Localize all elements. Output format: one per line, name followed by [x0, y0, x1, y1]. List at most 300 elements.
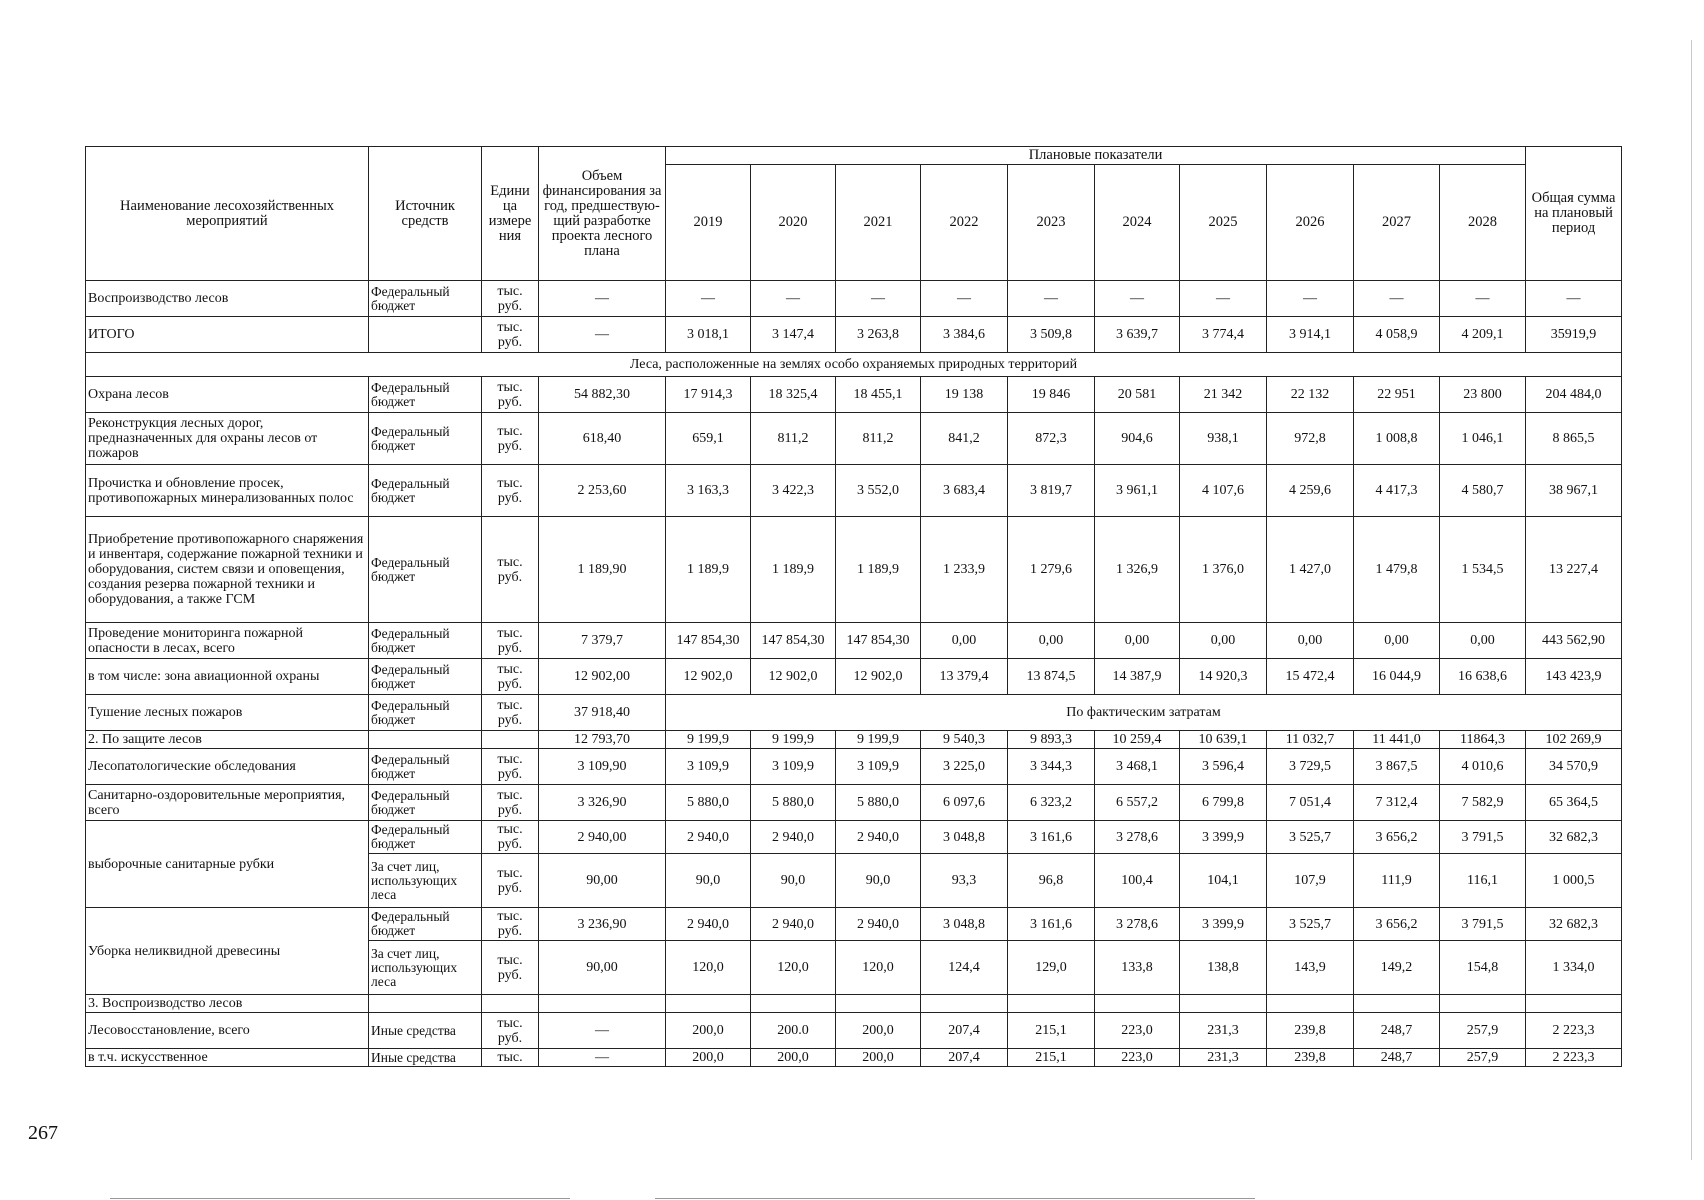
year-value-cell: 13 379,4	[921, 659, 1008, 695]
row-total-cell: 1 000,5	[1526, 854, 1622, 908]
year-value-cell: 147 854,30	[836, 623, 921, 659]
year-value-cell: 20 581	[1095, 377, 1180, 413]
row-name-cell: Санитарно-оздоровительные мероприятия, всего	[86, 785, 369, 821]
header-year: 2021	[836, 165, 921, 281]
row-source-cell: Федеральный бюджет	[369, 785, 482, 821]
year-value-cell: 257,9	[1440, 1013, 1526, 1049]
year-value-cell: 1 189,9	[751, 517, 836, 623]
year-value-cell: 3 384,6	[921, 317, 1008, 353]
year-value-cell: 14 920,3	[1180, 659, 1267, 695]
year-value-cell: 3 048,8	[921, 908, 1008, 941]
table-row	[86, 1049, 1622, 1067]
year-value-cell: 147 854,30	[666, 623, 751, 659]
table-row	[86, 623, 1622, 659]
year-value-cell: 3 819,7	[1008, 465, 1095, 517]
row-source-cell	[369, 317, 482, 353]
empty-cell	[921, 995, 1008, 1013]
table-row	[86, 749, 1622, 785]
year-value-cell: 1 233,9	[921, 517, 1008, 623]
row-unit-cell: тыс. руб.	[482, 749, 539, 785]
year-value-cell: 129,0	[1008, 941, 1095, 995]
row-name-cell: 3. Воспроизводство лесов	[86, 995, 369, 1013]
year-value-cell: 120,0	[666, 941, 751, 995]
section-title: Леса, расположенные на землях особо охраняемых природных территорий	[86, 353, 1622, 377]
row-unit-cell: тыс. руб.	[482, 413, 539, 465]
year-value-cell: 3 867,5	[1354, 749, 1440, 785]
bottom-rule	[655, 1198, 1255, 1199]
table-row	[86, 731, 1622, 749]
year-value-cell: 9 199,9	[666, 731, 751, 749]
row-volume-cell: 2 253,60	[539, 465, 666, 517]
year-value-cell: 239,8	[1267, 1049, 1354, 1067]
year-value-cell: 107,9	[1267, 854, 1354, 908]
row-total-cell: 32 682,3	[1526, 908, 1622, 941]
empty-cell	[539, 995, 666, 1013]
year-value-cell: 1 534,5	[1440, 517, 1526, 623]
row-unit-cell: тыс. руб.	[482, 465, 539, 517]
row-unit-cell: тыс. руб.	[482, 695, 539, 731]
year-value-cell: 3 639,7	[1095, 317, 1180, 353]
year-value-cell: 143,9	[1267, 941, 1354, 995]
row-unit-cell: тыс. руб.	[482, 908, 539, 941]
year-value-cell: 3 344,3	[1008, 749, 1095, 785]
header-year: 2020	[751, 165, 836, 281]
year-value-cell: 10 259,4	[1095, 731, 1180, 749]
table-row	[86, 465, 1622, 517]
row-total-cell: 65 364,5	[1526, 785, 1622, 821]
table-row	[86, 659, 1622, 695]
empty-cell	[1267, 995, 1354, 1013]
year-value-cell: 0,00	[1008, 623, 1095, 659]
row-volume-cell: 3 109,90	[539, 749, 666, 785]
year-value-cell: 200,0	[836, 1049, 921, 1067]
row-name-cell: Лесовосстановление, всего	[86, 1013, 369, 1049]
year-value-cell: 3 278,6	[1095, 821, 1180, 854]
row-volume-cell: 3 236,90	[539, 908, 666, 941]
row-volume-cell: 12 793,70	[539, 731, 666, 749]
year-value-cell: 248,7	[1354, 1049, 1440, 1067]
year-value-cell: 200,0	[666, 1013, 751, 1049]
row-name-cell: выборочные санитарные рубки	[86, 821, 369, 908]
year-value-cell: 239,8	[1267, 1013, 1354, 1049]
row-unit-cell: тыс. руб.	[482, 785, 539, 821]
year-value-cell: 3 018,1	[666, 317, 751, 353]
row-total-cell: 34 570,9	[1526, 749, 1622, 785]
row-source-cell: За счет лиц, использующих леса	[369, 854, 482, 908]
year-value-cell: 6 323,2	[1008, 785, 1095, 821]
empty-cell	[369, 731, 482, 749]
financing-table-sheet	[85, 146, 1616, 1067]
year-value-cell: 120,0	[836, 941, 921, 995]
year-value-cell: 1 479,8	[1354, 517, 1440, 623]
year-value-cell: 1 279,6	[1008, 517, 1095, 623]
year-value-cell: 93,3	[921, 854, 1008, 908]
empty-cell	[1095, 995, 1180, 1013]
year-value-cell: 3 163,3	[666, 465, 751, 517]
year-value-cell: 19 846	[1008, 377, 1095, 413]
row-volume-cell: —	[539, 1013, 666, 1049]
row-unit-cell: тыс. руб.	[482, 281, 539, 317]
year-value-cell: 90,0	[751, 854, 836, 908]
empty-cell	[666, 995, 751, 1013]
year-value-cell: 11864,3	[1440, 731, 1526, 749]
table-row	[86, 908, 1622, 941]
year-value-cell: 2 940,0	[836, 908, 921, 941]
year-value-cell: 5 880,0	[836, 785, 921, 821]
financing-table	[85, 146, 1622, 1067]
header-year: 2027	[1354, 165, 1440, 281]
row-total-cell: 2 223,3	[1526, 1049, 1622, 1067]
year-value-cell: 22 132	[1267, 377, 1354, 413]
year-value-cell: 18 455,1	[836, 377, 921, 413]
year-value-cell: 4 580,7	[1440, 465, 1526, 517]
year-value-cell: 811,2	[751, 413, 836, 465]
row-unit-cell: тыс.	[482, 1049, 539, 1067]
row-source-cell: Федеральный бюджет	[369, 377, 482, 413]
year-value-cell: 3 791,5	[1440, 821, 1526, 854]
year-value-cell: 5 880,0	[751, 785, 836, 821]
year-value-cell: 207,4	[921, 1013, 1008, 1049]
year-value-cell: 1 326,9	[1095, 517, 1180, 623]
row-total-cell: 1 334,0	[1526, 941, 1622, 995]
year-value-cell: 938,1	[1180, 413, 1267, 465]
year-value-cell: 11 032,7	[1267, 731, 1354, 749]
year-value-cell: 207,4	[921, 1049, 1008, 1067]
header-year: 2023	[1008, 165, 1095, 281]
year-value-cell: 5 880,0	[666, 785, 751, 821]
year-value-cell: 7 582,9	[1440, 785, 1526, 821]
year-value-cell: 15 472,4	[1267, 659, 1354, 695]
row-volume-cell: 12 902,00	[539, 659, 666, 695]
year-value-cell: —	[836, 281, 921, 317]
year-value-cell: 2 940,0	[751, 821, 836, 854]
row-source-cell: Федеральный бюджет	[369, 821, 482, 854]
row-total-cell: 32 682,3	[1526, 821, 1622, 854]
year-value-cell: 1 046,1	[1440, 413, 1526, 465]
row-volume-cell: 54 882,30	[539, 377, 666, 413]
row-unit-cell: тыс. руб.	[482, 317, 539, 353]
row-volume-cell: 90,00	[539, 941, 666, 995]
year-value-cell: 3 225,0	[921, 749, 1008, 785]
year-value-cell: 3 468,1	[1095, 749, 1180, 785]
year-value-cell: —	[1267, 281, 1354, 317]
year-value-cell: 3 399,9	[1180, 821, 1267, 854]
year-value-cell: 100,4	[1095, 854, 1180, 908]
year-value-cell: 3 161,6	[1008, 821, 1095, 854]
year-value-cell: 9 893,3	[1008, 731, 1095, 749]
year-value-cell: 116,1	[1440, 854, 1526, 908]
row-name-cell: в т.ч. искусственное	[86, 1049, 369, 1067]
table-row	[86, 695, 1622, 731]
row-total-cell: 13 227,4	[1526, 517, 1622, 623]
merged-actual-costs-cell: По фактическим затратам	[666, 695, 1622, 731]
year-value-cell: 659,1	[666, 413, 751, 465]
row-total-cell: 35919,9	[1526, 317, 1622, 353]
year-value-cell: 21 342	[1180, 377, 1267, 413]
year-value-cell: 3 509,8	[1008, 317, 1095, 353]
empty-cell	[1180, 995, 1267, 1013]
year-value-cell: 231,3	[1180, 1049, 1267, 1067]
year-value-cell: 4 259,6	[1267, 465, 1354, 517]
year-value-cell: 2 940,0	[666, 821, 751, 854]
row-total-cell: 38 967,1	[1526, 465, 1622, 517]
year-value-cell: 223,0	[1095, 1049, 1180, 1067]
empty-cell	[1354, 995, 1440, 1013]
year-value-cell: 154,8	[1440, 941, 1526, 995]
table-row	[86, 377, 1622, 413]
year-value-cell: 3 683,4	[921, 465, 1008, 517]
year-value-cell: 2 940,0	[751, 908, 836, 941]
row-source-cell: Иные средства	[369, 1049, 482, 1067]
year-value-cell: 223,0	[1095, 1013, 1180, 1049]
year-value-cell: 23 800	[1440, 377, 1526, 413]
year-value-cell: —	[1354, 281, 1440, 317]
row-name-cell: Прочистка и обновление просек, противопожарных минерализованных полос	[86, 465, 369, 517]
year-value-cell: 1 427,0	[1267, 517, 1354, 623]
year-value-cell: 872,3	[1008, 413, 1095, 465]
row-source-cell: Федеральный бюджет	[369, 659, 482, 695]
year-value-cell: 11 441,0	[1354, 731, 1440, 749]
year-value-cell: 7 312,4	[1354, 785, 1440, 821]
row-name-cell: Проведение мониторинга пожарной опасности в лесах, всего	[86, 623, 369, 659]
empty-cell	[836, 995, 921, 1013]
year-value-cell: 257,9	[1440, 1049, 1526, 1067]
row-unit-cell: тыс. руб.	[482, 517, 539, 623]
row-source-cell: Федеральный бюджет	[369, 413, 482, 465]
row-unit-cell: тыс. руб.	[482, 659, 539, 695]
row-volume-cell: 37 918,40	[539, 695, 666, 731]
year-value-cell: —	[1440, 281, 1526, 317]
year-value-cell: 3 109,9	[836, 749, 921, 785]
row-name-cell: 2. По защите лесов	[86, 731, 369, 749]
year-value-cell: 12 902,0	[751, 659, 836, 695]
year-value-cell: 0,00	[1354, 623, 1440, 659]
year-value-cell: 138,8	[1180, 941, 1267, 995]
table-row	[86, 517, 1622, 623]
year-value-cell: 200,0	[836, 1013, 921, 1049]
year-value-cell: 3 399,9	[1180, 908, 1267, 941]
year-value-cell: 811,2	[836, 413, 921, 465]
year-value-cell: 3 774,4	[1180, 317, 1267, 353]
page-number: 267	[28, 1122, 58, 1144]
row-name-cell: Воспроизводство лесов	[86, 281, 369, 317]
row-volume-cell: 90,00	[539, 854, 666, 908]
year-value-cell: 12 902,0	[666, 659, 751, 695]
year-value-cell: 972,8	[1267, 413, 1354, 465]
year-value-cell: 200,0	[751, 1049, 836, 1067]
table-row	[86, 413, 1622, 465]
year-value-cell: 16 638,6	[1440, 659, 1526, 695]
row-name-cell: ИТОГО	[86, 317, 369, 353]
year-value-cell: 1 376,0	[1180, 517, 1267, 623]
header-source: Источник средств	[369, 147, 482, 281]
row-volume-cell: —	[539, 281, 666, 317]
empty-cell	[751, 995, 836, 1013]
row-total-cell: 2 223,3	[1526, 1013, 1622, 1049]
row-name-cell: Реконструкция лесных дорог, предназначенных для охраны лесов от пожаров	[86, 413, 369, 465]
header-year: 2026	[1267, 165, 1354, 281]
row-name-cell: Уборка неликвидной древесины	[86, 908, 369, 995]
table-row	[86, 353, 1622, 377]
year-value-cell: 9 199,9	[751, 731, 836, 749]
year-value-cell: 3 656,2	[1354, 908, 1440, 941]
row-total-cell: 143 423,9	[1526, 659, 1622, 695]
year-value-cell: 14 387,9	[1095, 659, 1180, 695]
year-value-cell: 17 914,3	[666, 377, 751, 413]
row-unit-cell: тыс. руб.	[482, 623, 539, 659]
year-value-cell: 9 199,9	[836, 731, 921, 749]
row-source-cell: За счет лиц, использующих леса	[369, 941, 482, 995]
year-value-cell: 3 109,9	[751, 749, 836, 785]
year-value-cell: 18 325,4	[751, 377, 836, 413]
year-value-cell: —	[921, 281, 1008, 317]
header-year: 2019	[666, 165, 751, 281]
header-year: 2028	[1440, 165, 1526, 281]
year-value-cell: 13 874,5	[1008, 659, 1095, 695]
year-value-cell: 147 854,30	[751, 623, 836, 659]
empty-cell	[482, 995, 539, 1013]
row-volume-cell: 2 940,00	[539, 821, 666, 854]
row-total-cell: 102 269,9	[1526, 731, 1622, 749]
row-source-cell: Федеральный бюджет	[369, 517, 482, 623]
year-value-cell: 3 147,4	[751, 317, 836, 353]
year-value-cell: 215,1	[1008, 1013, 1095, 1049]
row-volume-cell: —	[539, 1049, 666, 1067]
row-source-cell: Иные средства	[369, 1013, 482, 1049]
header-unit: Едини ца измере ния	[482, 147, 539, 281]
year-value-cell: 3 278,6	[1095, 908, 1180, 941]
row-unit-cell: тыс. руб.	[482, 821, 539, 854]
year-value-cell: 3 596,4	[1180, 749, 1267, 785]
row-source-cell: Федеральный бюджет	[369, 695, 482, 731]
year-value-cell: 0,00	[1095, 623, 1180, 659]
row-name-cell: Охрана лесов	[86, 377, 369, 413]
empty-cell	[482, 731, 539, 749]
year-value-cell: 22 951	[1354, 377, 1440, 413]
year-value-cell: 3 263,8	[836, 317, 921, 353]
row-unit-cell: тыс. руб.	[482, 854, 539, 908]
year-value-cell: 904,6	[1095, 413, 1180, 465]
row-source-cell: Федеральный бюджет	[369, 749, 482, 785]
year-value-cell: 149,2	[1354, 941, 1440, 995]
year-value-cell: 2 940,0	[666, 908, 751, 941]
year-value-cell: 90,0	[666, 854, 751, 908]
header-year: 2025	[1180, 165, 1267, 281]
row-unit-cell: тыс. руб.	[482, 941, 539, 995]
year-value-cell: 4 107,6	[1180, 465, 1267, 517]
year-value-cell: 215,1	[1008, 1049, 1095, 1067]
header-volume: Объем финансирования за год, предшествую- щий разработке проекта лесного плана	[539, 147, 666, 281]
year-value-cell: —	[751, 281, 836, 317]
page-edge-line	[1691, 40, 1692, 1160]
year-value-cell: 231,3	[1180, 1013, 1267, 1049]
row-name-cell: Приобретение противопожарного снаряжения и инвентаря, содержание пожарной техники и оборудования, систем связи и оповещения, создания резерва пожарной техники и оборудования, а также ГСМ	[86, 517, 369, 623]
table-row	[86, 821, 1622, 854]
year-value-cell: 3 422,3	[751, 465, 836, 517]
year-value-cell: 3 525,7	[1267, 821, 1354, 854]
table-row	[86, 995, 1622, 1013]
year-value-cell: 7 051,4	[1267, 785, 1354, 821]
year-value-cell: 104,1	[1180, 854, 1267, 908]
year-value-cell: 120,0	[751, 941, 836, 995]
empty-cell	[1008, 995, 1095, 1013]
table-row	[86, 317, 1622, 353]
year-value-cell: 6 097,6	[921, 785, 1008, 821]
row-source-cell: Федеральный бюджет	[369, 465, 482, 517]
year-value-cell: 3 048,8	[921, 821, 1008, 854]
empty-cell	[369, 995, 482, 1013]
header-total: Общая сумма на плановый период	[1526, 147, 1622, 281]
year-value-cell: 3 525,7	[1267, 908, 1354, 941]
year-value-cell: 6 557,2	[1095, 785, 1180, 821]
header-year: 2024	[1095, 165, 1180, 281]
year-value-cell: 3 729,5	[1267, 749, 1354, 785]
table-row	[86, 1013, 1622, 1049]
year-value-cell: 200,0	[666, 1049, 751, 1067]
year-value-cell: 16 044,9	[1354, 659, 1440, 695]
year-value-cell: 0,00	[1267, 623, 1354, 659]
empty-cell	[1440, 995, 1526, 1013]
row-unit-cell: тыс. руб.	[482, 377, 539, 413]
year-value-cell: 1 189,9	[666, 517, 751, 623]
year-value-cell: 200.0	[751, 1013, 836, 1049]
year-value-cell: 4 010,6	[1440, 749, 1526, 785]
year-value-cell: 0,00	[1180, 623, 1267, 659]
row-volume-cell: 7 379,7	[539, 623, 666, 659]
year-value-cell: —	[1180, 281, 1267, 317]
year-value-cell: 12 902,0	[836, 659, 921, 695]
header-name: Наименование лесохозяйственных мероприятий	[86, 147, 369, 281]
year-value-cell: 4 209,1	[1440, 317, 1526, 353]
row-volume-cell: 3 326,90	[539, 785, 666, 821]
row-name-cell: Тушение лесных пожаров	[86, 695, 369, 731]
year-value-cell: 6 799,8	[1180, 785, 1267, 821]
row-total-cell: —	[1526, 281, 1622, 317]
year-value-cell: 4 058,9	[1354, 317, 1440, 353]
year-value-cell: 4 417,3	[1354, 465, 1440, 517]
year-value-cell: 3 109,9	[666, 749, 751, 785]
row-volume-cell: 1 189,90	[539, 517, 666, 623]
year-value-cell: 111,9	[1354, 854, 1440, 908]
year-value-cell: 1 189,9	[836, 517, 921, 623]
row-source-cell: Федеральный бюджет	[369, 281, 482, 317]
year-value-cell: 1 008,8	[1354, 413, 1440, 465]
row-total-cell: 443 562,90	[1526, 623, 1622, 659]
year-value-cell: 3 791,5	[1440, 908, 1526, 941]
year-value-cell: 3 656,2	[1354, 821, 1440, 854]
row-unit-cell: тыс. руб.	[482, 1013, 539, 1049]
empty-cell	[1526, 995, 1622, 1013]
header-planned: Плановые показатели	[666, 147, 1526, 165]
year-value-cell: 0,00	[1440, 623, 1526, 659]
bottom-rule	[110, 1198, 570, 1199]
year-value-cell: 3 961,1	[1095, 465, 1180, 517]
year-value-cell: 3 552,0	[836, 465, 921, 517]
table-row	[86, 281, 1622, 317]
year-value-cell: 3 914,1	[1267, 317, 1354, 353]
row-total-cell: 8 865,5	[1526, 413, 1622, 465]
row-total-cell: 204 484,0	[1526, 377, 1622, 413]
year-value-cell: 133,8	[1095, 941, 1180, 995]
table-row	[86, 785, 1622, 821]
year-value-cell: 2 940,0	[836, 821, 921, 854]
year-value-cell: 3 161,6	[1008, 908, 1095, 941]
header-year: 2022	[921, 165, 1008, 281]
year-value-cell: —	[666, 281, 751, 317]
year-value-cell: 248,7	[1354, 1013, 1440, 1049]
year-value-cell: 124,4	[921, 941, 1008, 995]
row-source-cell: Федеральный бюджет	[369, 623, 482, 659]
